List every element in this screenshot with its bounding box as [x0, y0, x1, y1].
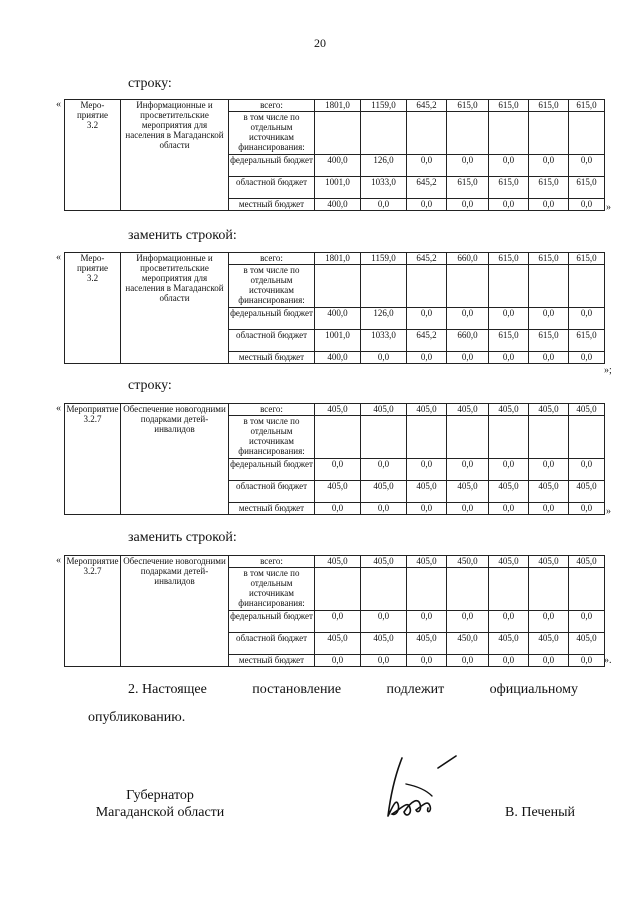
table-row: [65, 100, 605, 112]
page-number: 20: [314, 36, 326, 50]
table-row: [65, 556, 605, 568]
amount-cell: 645,2: [407, 177, 447, 199]
amount-cell: 405,0: [315, 556, 361, 568]
close-quote: »: [606, 202, 611, 213]
activity-name: Мероприятие 3.2.7: [65, 404, 121, 515]
replace-caption: заменить строкой:: [128, 530, 237, 545]
amount-cell: 0,0: [407, 155, 447, 177]
funding-source: местный бюджет: [229, 655, 315, 667]
amount-cell: 450,0: [447, 633, 489, 655]
amount-cell: 660,0: [447, 330, 489, 352]
amount-cell: 400,0: [315, 155, 361, 177]
amount-cell: 0,0: [447, 503, 489, 515]
amount-cell: 615,0: [489, 330, 529, 352]
amount-cell: 1001,0: [315, 177, 361, 199]
open-quote: «: [56, 403, 61, 414]
amount-cell: [569, 265, 605, 308]
amount-cell: 645,2: [407, 253, 447, 265]
signatory-name: В. Печеный: [505, 805, 575, 820]
amount-cell: [407, 416, 447, 459]
amount-cell: [407, 112, 447, 155]
amount-cell: 405,0: [407, 481, 447, 503]
close-quote: »: [606, 506, 611, 517]
amount-cell: [529, 568, 569, 611]
amount-cell: 0,0: [361, 611, 407, 633]
amount-cell: 645,2: [407, 330, 447, 352]
open-quote: «: [56, 252, 61, 263]
amount-cell: 405,0: [361, 481, 407, 503]
open-quote: «: [56, 555, 61, 566]
amount-cell: [361, 568, 407, 611]
amount-cell: 660,0: [447, 253, 489, 265]
open-quote: «: [56, 99, 61, 110]
amount-cell: 450,0: [447, 556, 489, 568]
amount-cell: 0,0: [447, 199, 489, 211]
amount-cell: 405,0: [529, 404, 569, 416]
amount-cell: 0,0: [361, 199, 407, 211]
amount-cell: [529, 112, 569, 155]
amount-cell: 615,0: [569, 177, 605, 199]
amount-cell: 405,0: [407, 404, 447, 416]
paragraph-continuation: опубликованию.: [88, 710, 186, 725]
amount-cell: 405,0: [447, 404, 489, 416]
amount-cell: [489, 265, 529, 308]
amount-cell: 0,0: [489, 655, 529, 667]
amount-cell: 0,0: [489, 352, 529, 364]
amount-cell: 405,0: [489, 633, 529, 655]
amount-cell: [569, 568, 605, 611]
amount-cell: 0,0: [361, 503, 407, 515]
funding-source: в том числе по отдельным источникам финансирования:: [229, 112, 315, 155]
amount-cell: 0,0: [407, 503, 447, 515]
amount-cell: 645,2: [407, 100, 447, 112]
funding-source: всего:: [229, 253, 315, 265]
amount-cell: [447, 568, 489, 611]
amount-cell: 0,0: [529, 352, 569, 364]
amount-cell: [447, 416, 489, 459]
amount-cell: 0,0: [315, 459, 361, 481]
amount-cell: 0,0: [407, 611, 447, 633]
amount-cell: 405,0: [529, 633, 569, 655]
amount-cell: [315, 568, 361, 611]
funding-source: федеральный бюджет: [229, 308, 315, 330]
amount-cell: 615,0: [447, 177, 489, 199]
table-row: [65, 404, 605, 416]
activity-description: Информационные и просветительские мероприятия для населения в Магаданской области: [121, 253, 229, 364]
amount-cell: 615,0: [529, 330, 569, 352]
amount-cell: 615,0: [489, 253, 529, 265]
close-quote: ».: [604, 655, 612, 666]
amount-cell: 0,0: [407, 199, 447, 211]
amount-cell: [489, 416, 529, 459]
amount-cell: 615,0: [569, 100, 605, 112]
funding-source: местный бюджет: [229, 352, 315, 364]
amount-cell: 405,0: [407, 556, 447, 568]
amount-cell: 0,0: [361, 459, 407, 481]
amount-cell: [361, 416, 407, 459]
amount-cell: 0,0: [529, 199, 569, 211]
amount-cell: 405,0: [569, 481, 605, 503]
amount-cell: [407, 568, 447, 611]
paragraph-line: [128, 682, 578, 698]
amount-cell: 0,0: [315, 503, 361, 515]
amount-cell: 0,0: [489, 459, 529, 481]
funding-source: в том числе по отдельным источникам финансирования:: [229, 416, 315, 459]
amount-cell: 0,0: [407, 308, 447, 330]
amount-cell: 0,0: [569, 155, 605, 177]
amount-cell: 1801,0: [315, 253, 361, 265]
amount-cell: [569, 416, 605, 459]
amount-cell: 0,0: [489, 308, 529, 330]
amount-cell: 0,0: [569, 503, 605, 515]
amount-cell: 405,0: [407, 633, 447, 655]
amount-cell: 0,0: [569, 199, 605, 211]
amount-cell: 615,0: [529, 253, 569, 265]
amount-cell: 615,0: [529, 177, 569, 199]
amount-cell: [315, 416, 361, 459]
amount-cell: 405,0: [361, 556, 407, 568]
activity-description: Обеспечение новогодними подарками детей-инвалидов: [121, 556, 229, 667]
amount-cell: 0,0: [489, 611, 529, 633]
amount-cell: [569, 112, 605, 155]
amount-cell: [489, 112, 529, 155]
paragraph-word: подлежит: [386, 682, 445, 697]
budget-table: [64, 252, 605, 364]
budget-table: [64, 555, 605, 667]
amount-cell: [447, 112, 489, 155]
replace-caption: заменить строкой:: [128, 228, 237, 243]
amount-cell: 405,0: [489, 556, 529, 568]
activity-name: Меро- приятие 3.2: [65, 253, 121, 364]
amount-cell: 615,0: [447, 100, 489, 112]
funding-source: местный бюджет: [229, 199, 315, 211]
amount-cell: [447, 265, 489, 308]
amount-cell: [407, 265, 447, 308]
amount-cell: 1033,0: [361, 330, 407, 352]
amount-cell: 0,0: [447, 459, 489, 481]
handwritten-signature: [372, 738, 462, 828]
activity-description: Информационные и просветительские мероприятия для населения в Магаданской области: [121, 100, 229, 211]
funding-source: всего:: [229, 100, 315, 112]
amount-cell: 0,0: [407, 459, 447, 481]
amount-cell: 0,0: [489, 155, 529, 177]
paragraph-word: постановление: [252, 682, 342, 697]
paragraph-word: официальному: [489, 682, 578, 697]
funding-source: областной бюджет: [229, 633, 315, 655]
amount-cell: [315, 265, 361, 308]
amount-cell: 0,0: [447, 155, 489, 177]
funding-source: областной бюджет: [229, 481, 315, 503]
amount-cell: 1033,0: [361, 177, 407, 199]
amount-cell: 615,0: [529, 100, 569, 112]
amount-cell: 400,0: [315, 199, 361, 211]
amount-cell: 0,0: [447, 308, 489, 330]
funding-source: в том числе по отдельным источникам финансирования:: [229, 265, 315, 308]
amount-cell: 405,0: [489, 481, 529, 503]
amount-cell: [315, 112, 361, 155]
amount-cell: 405,0: [361, 633, 407, 655]
amount-cell: 1159,0: [361, 100, 407, 112]
table-row: [65, 253, 605, 265]
amount-cell: 0,0: [529, 655, 569, 667]
amount-cell: 400,0: [315, 352, 361, 364]
amount-cell: 0,0: [529, 459, 569, 481]
amount-cell: 0,0: [489, 503, 529, 515]
paragraph-word: 2. Настоящее: [128, 682, 207, 697]
amount-cell: 0,0: [361, 655, 407, 667]
amount-cell: 126,0: [361, 155, 407, 177]
funding-source: областной бюджет: [229, 330, 315, 352]
amount-cell: 0,0: [569, 352, 605, 364]
amount-cell: 0,0: [569, 308, 605, 330]
amount-cell: 400,0: [315, 308, 361, 330]
activity-description: Обеспечение новогодними подарками детей-инвалидов: [121, 404, 229, 515]
signatory-title-line2: Магаданской области: [95, 805, 225, 820]
amount-cell: 405,0: [529, 556, 569, 568]
amount-cell: 405,0: [361, 404, 407, 416]
amount-cell: 0,0: [529, 308, 569, 330]
close-quote: »;: [604, 365, 612, 376]
amount-cell: 0,0: [361, 352, 407, 364]
amount-cell: 405,0: [489, 404, 529, 416]
funding-source: федеральный бюджет: [229, 155, 315, 177]
amount-cell: 0,0: [447, 352, 489, 364]
amount-cell: 405,0: [315, 633, 361, 655]
amount-cell: 0,0: [407, 352, 447, 364]
amount-cell: 1801,0: [315, 100, 361, 112]
amount-cell: [489, 568, 529, 611]
activity-name: Мероприятие 3.2.7: [65, 556, 121, 667]
amount-cell: 615,0: [569, 253, 605, 265]
amount-cell: [529, 265, 569, 308]
amount-cell: [361, 265, 407, 308]
amount-cell: 0,0: [529, 611, 569, 633]
amount-cell: 405,0: [447, 481, 489, 503]
funding-source: областной бюджет: [229, 177, 315, 199]
activity-name: Меро- приятие 3.2: [65, 100, 121, 211]
row-caption: строку:: [128, 76, 172, 91]
signatory-title-line1: Губернатор: [126, 788, 194, 803]
amount-cell: 0,0: [569, 459, 605, 481]
amount-cell: [529, 416, 569, 459]
amount-cell: 405,0: [315, 481, 361, 503]
amount-cell: 0,0: [569, 611, 605, 633]
budget-table: [64, 99, 605, 211]
amount-cell: [361, 112, 407, 155]
amount-cell: 405,0: [569, 404, 605, 416]
funding-source: в том числе по отдельным источникам финансирования:: [229, 568, 315, 611]
amount-cell: 615,0: [489, 177, 529, 199]
funding-source: федеральный бюджет: [229, 459, 315, 481]
budget-table: [64, 403, 605, 515]
amount-cell: 0,0: [489, 199, 529, 211]
funding-source: федеральный бюджет: [229, 611, 315, 633]
amount-cell: 405,0: [529, 481, 569, 503]
amount-cell: 0,0: [315, 611, 361, 633]
amount-cell: 0,0: [447, 611, 489, 633]
amount-cell: 0,0: [529, 155, 569, 177]
amount-cell: 0,0: [447, 655, 489, 667]
amount-cell: 405,0: [569, 633, 605, 655]
amount-cell: 405,0: [569, 556, 605, 568]
amount-cell: 1001,0: [315, 330, 361, 352]
amount-cell: 1159,0: [361, 253, 407, 265]
funding-source: всего:: [229, 556, 315, 568]
amount-cell: 615,0: [489, 100, 529, 112]
amount-cell: 615,0: [569, 330, 605, 352]
funding-source: всего:: [229, 404, 315, 416]
amount-cell: 0,0: [529, 503, 569, 515]
amount-cell: 0,0: [407, 655, 447, 667]
funding-source: местный бюджет: [229, 503, 315, 515]
row-caption: строку:: [128, 378, 172, 393]
amount-cell: 0,0: [569, 655, 605, 667]
amount-cell: 126,0: [361, 308, 407, 330]
amount-cell: 405,0: [315, 404, 361, 416]
amount-cell: 0,0: [315, 655, 361, 667]
